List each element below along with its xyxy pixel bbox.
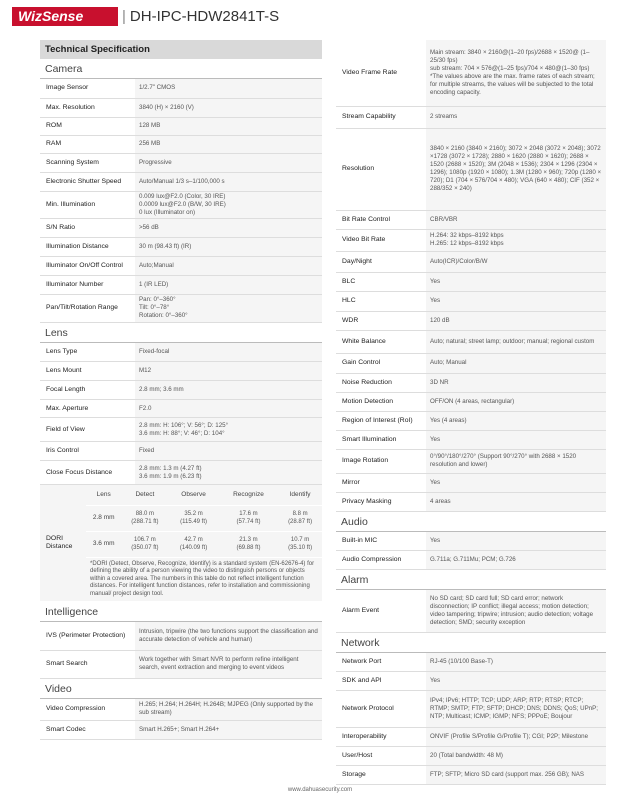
- spec-value: 2.8 mm: 1.3 m (4.27 ft) 3.6 mm: 1.9 m (6.23 ft): [135, 461, 322, 485]
- spec-value: Yes: [426, 430, 606, 449]
- spec-value: 1/2.7" CMOS: [135, 79, 322, 98]
- spec-value: 2.8 mm; 3.6 mm: [135, 381, 322, 400]
- dori-label: DORI Distance: [40, 485, 86, 602]
- spec-key: Network Port: [336, 653, 426, 672]
- spec-row: [40, 343, 322, 362]
- spec-row: [40, 442, 322, 461]
- right-column: [336, 40, 606, 785]
- spec-value: 0.009 lux@F2.0 (Color, 30 IRE) 0.0009 lux@F2.0 (B/W, 30 IRE) 0 lux (Illuminator on): [135, 191, 322, 218]
- brand-sense: Sense: [41, 8, 84, 24]
- spec-value: 0°/90°/180°/270° (Support 90°/270° with 2688 × 1520 resolution and lower): [426, 449, 606, 473]
- spec-key: Smart Codec: [40, 721, 135, 740]
- spec-row: [40, 721, 322, 740]
- spec-key: Alarm Event: [336, 590, 426, 632]
- dori-value: 21.3 m (69.88 ft): [219, 531, 278, 557]
- spec-row: [336, 473, 606, 492]
- spec-key: Lens Type: [40, 343, 135, 362]
- spec-key: Min. Illumination: [40, 191, 135, 218]
- spec-row: [336, 411, 606, 430]
- spec-key: ROM: [40, 117, 135, 135]
- spec-key: Motion Detection: [336, 392, 426, 411]
- dori-header: Identify: [278, 485, 322, 505]
- spec-row: [336, 766, 606, 785]
- spec-row: [336, 492, 606, 511]
- spec-key: Image Rotation: [336, 449, 426, 473]
- spec-value: 30 m (98.43 ft) (IR): [135, 237, 322, 256]
- dori-header: Lens: [86, 485, 121, 505]
- dori-note: *DORI (Detect, Observe, Recognize, Identify) is a standard system (EN-62676-4) for defining the ability of a person viewing the video to distinguish persons or objects within a covered area. The numbers in this table do not reflect intelligent function distances. For intelligent function distances, refer to installation and commissioning manual/ project design tool.: [86, 557, 322, 602]
- spec-value: 3840 × 2160 (3840 × 2160); 3072 × 2048 (3072 × 2048); 3072 ×1728 (3072 × 1728); 2880 × 1620 (2880 × 1620); 2688 × 1520 (2688 × 1520); 3M (2048 × 1536); 2304 × 1296 (2304 × 1296); 1080p (1920 × 1080); 1.3M (1280 × 960); 720p (1280 × 720); D1 (704 × 576/704 × 480); VGA (640 × 480); CIF (352 × 288/352 × 240): [426, 128, 606, 210]
- spec-banner: Technical Specification: [40, 40, 322, 59]
- spec-row: [40, 256, 322, 275]
- spec-key: Region of Interest (RoI): [336, 411, 426, 430]
- spec-value: Auto; natural; street lamp; outdoor; manual; regional custom: [426, 330, 606, 353]
- spec-row: [40, 400, 322, 418]
- spec-key: Privacy Masking: [336, 492, 426, 511]
- spec-value: 2 streams: [426, 106, 606, 128]
- spec-value: Yes: [426, 672, 606, 691]
- dori-header: Observe: [168, 485, 218, 505]
- spec-value: OFF/ON (4 areas, rectangular): [426, 392, 606, 411]
- spec-key: Noise Reduction: [336, 373, 426, 392]
- spec-row: [40, 622, 322, 650]
- spec-row: [336, 272, 606, 291]
- left-column: [40, 40, 322, 740]
- spec-key: Audio Compression: [336, 551, 426, 570]
- spec-value: F2.0: [135, 400, 322, 418]
- spec-key: Lens Mount: [40, 362, 135, 381]
- spec-table: [336, 532, 606, 571]
- spec-key: White Balance: [336, 330, 426, 353]
- spec-key: Video Bit Rate: [336, 229, 426, 251]
- spec-key: Scanning System: [40, 153, 135, 172]
- spec-value: Auto(ICR)/Color/B/W: [426, 251, 606, 272]
- spec-key: Illuminator On/Off Control: [40, 256, 135, 275]
- spec-row: [336, 210, 606, 229]
- spec-key: RAM: [40, 135, 135, 153]
- spec-row: [336, 229, 606, 251]
- spec-value: 1 (IR LED): [135, 275, 322, 294]
- spec-row: [40, 218, 322, 237]
- spec-row: [336, 40, 606, 106]
- spec-value: M12: [135, 362, 322, 381]
- spec-key: SDK and API: [336, 672, 426, 691]
- spec-value: Auto/Manual 1/3 s–1/100,000 s: [135, 172, 322, 191]
- spec-key: Smart Illumination: [336, 430, 426, 449]
- spec-key: Mirror: [336, 473, 426, 492]
- spec-value: CBR/VBR: [426, 210, 606, 229]
- brand-wiz: Wiz: [18, 8, 42, 24]
- spec-value: ONVIF (Profile S/Profile G/Profile T); CGI; P2P; Milestone: [426, 728, 606, 747]
- video-section: [40, 679, 322, 741]
- spec-value: RJ-45 (10/100 Base-T): [426, 653, 606, 672]
- spec-row: [40, 79, 322, 98]
- spec-table: [40, 699, 322, 741]
- section-title: Lens: [40, 323, 322, 343]
- spec-row: [40, 418, 322, 442]
- spec-table: [40, 79, 322, 323]
- spec-key: Network Protocol: [336, 691, 426, 728]
- spec-value: Yes: [426, 272, 606, 291]
- spec-value: Yes: [426, 532, 606, 551]
- spec-value: FTP; SFTP; Micro SD card (support max. 256 GB); NAS: [426, 766, 606, 785]
- dori-lens: 3.6 mm: [86, 531, 121, 557]
- spec-row: [336, 330, 606, 353]
- spec-value: Yes: [426, 473, 606, 492]
- spec-key: Smart Search: [40, 650, 135, 678]
- spec-row: [40, 135, 322, 153]
- spec-value: Intrusion, tripwire (the two functions support the classification and accurate detection of vehicle and human): [135, 622, 322, 650]
- camera-section: [40, 59, 322, 323]
- spec-key: Close Focus Distance: [40, 461, 135, 485]
- spec-value: H.265; H.264; H.264H; H.264B; MJPEG (Only supported by the sub stream): [135, 699, 322, 721]
- spec-table: [336, 590, 606, 633]
- section-title: Alarm: [336, 570, 606, 590]
- spec-key: HLC: [336, 291, 426, 311]
- section-title: Intelligence: [40, 602, 322, 622]
- spec-key: WDR: [336, 311, 426, 330]
- spec-key: Max. Resolution: [40, 98, 135, 117]
- spec-key: Electronic Shutter Speed: [40, 172, 135, 191]
- spec-row: [40, 191, 322, 218]
- spec-row: [40, 362, 322, 381]
- spec-row: [336, 291, 606, 311]
- spec-key: Video Compression: [40, 699, 135, 721]
- dori-value: 35.2 m (115.49 ft): [168, 505, 218, 531]
- spec-row: [336, 728, 606, 747]
- spec-row: [336, 392, 606, 411]
- spec-key: Stream Capability: [336, 106, 426, 128]
- spec-key: Storage: [336, 766, 426, 785]
- spec-value: IPv4; IPv6; HTTP; TCP; UDP; ARP; RTP; RTSP; RTCP; RTMP; SMTP; FTP; SFTP; DHCP; DNS; DDNS; QoS; UPnP; NTP; Multicast; ICMP; IGMP; NFS; PPPoE; Boujour: [426, 691, 606, 728]
- spec-row: [40, 237, 322, 256]
- spec-row: [40, 153, 322, 172]
- spec-row: [40, 381, 322, 400]
- spec-value: Progressive: [135, 153, 322, 172]
- spec-key: Day/Night: [336, 251, 426, 272]
- spec-value: 120 dB: [426, 311, 606, 330]
- spec-key: S/N Ratio: [40, 218, 135, 237]
- section-title: Camera: [40, 59, 322, 79]
- dori-value: 106.7 m (350.07 ft): [121, 531, 168, 557]
- spec-value: No SD card; SD card full; SD card error; network disconnection; IP conflict; illegal access; motion detection; video tampering; tripwire; intrusion; audio detection; voltage detection; SMD; security exception: [426, 590, 606, 632]
- spec-key: Focal Length: [40, 381, 135, 400]
- spec-key: User/Host: [336, 747, 426, 766]
- alarm-section: [336, 570, 606, 633]
- spec-value: 3840 (H) × 2160 (V): [135, 98, 322, 117]
- spec-table: [336, 40, 606, 512]
- spec-table: [40, 622, 322, 679]
- spec-value: Pan: 0°–360° Tilt: 0°–78° Rotation: 0°–360°: [135, 294, 322, 322]
- spec-value: Fixed-focal: [135, 343, 322, 362]
- spec-row: [40, 98, 322, 117]
- spec-row: [336, 653, 606, 672]
- dori-lens: 2.8 mm: [86, 505, 121, 531]
- spec-row: [336, 590, 606, 632]
- section-title: Audio: [336, 512, 606, 532]
- spec-value: 20 (Total bandwidth: 48 M): [426, 747, 606, 766]
- spec-value: Fixed: [135, 442, 322, 461]
- spec-value: 128 MB: [135, 117, 322, 135]
- spec-row: [40, 294, 322, 322]
- brand-logo: [12, 7, 118, 26]
- spec-value: 256 MB: [135, 135, 322, 153]
- spec-key: Built-in MIC: [336, 532, 426, 551]
- page-header: [0, 0, 640, 34]
- spec-row: [336, 691, 606, 728]
- spec-row: [40, 461, 322, 485]
- dori-header: Detect: [121, 485, 168, 505]
- footer-url: www.dahuasecurity.com: [287, 787, 353, 793]
- spec-row: [336, 128, 606, 210]
- spec-key: IVS (Perimeter Protection): [40, 622, 135, 650]
- spec-key: Iris Control: [40, 442, 135, 461]
- spec-key: Field of View: [40, 418, 135, 442]
- spec-key: Max. Aperture: [40, 400, 135, 418]
- spec-row: [336, 532, 606, 551]
- dori-value: 17.6 m (57.74 ft): [219, 505, 278, 531]
- spec-value: Smart H.265+; Smart H.264+: [135, 721, 322, 740]
- spec-row: [336, 251, 606, 272]
- spec-key: BLC: [336, 272, 426, 291]
- spec-key: Interoperability: [336, 728, 426, 747]
- spec-row: [40, 699, 322, 721]
- spec-key: Gain Control: [336, 353, 426, 373]
- spec-row: [336, 373, 606, 392]
- spec-value: G.711a; G.711Mu; PCM; G.726: [426, 551, 606, 570]
- intelligence-section: [40, 602, 322, 679]
- spec-row: [40, 275, 322, 294]
- spec-value: Auto;Manual: [135, 256, 322, 275]
- spec-value: 4 areas: [426, 492, 606, 511]
- spec-row: [40, 172, 322, 191]
- model-title: [122, 7, 279, 26]
- spec-value: >56 dB: [135, 218, 322, 237]
- section-title: Network: [336, 633, 606, 653]
- spec-row: [336, 106, 606, 128]
- spec-row: [336, 551, 606, 570]
- spec-key: Bit Rate Control: [336, 210, 426, 229]
- spec-row: [336, 672, 606, 691]
- spec-row: [336, 353, 606, 373]
- spec-key: Illuminator Number: [40, 275, 135, 294]
- spec-key: Illumination Distance: [40, 237, 135, 256]
- title-divider: |: [122, 8, 126, 25]
- spec-value: 3D NR: [426, 373, 606, 392]
- section-title: Video: [40, 679, 322, 699]
- spec-key: Video Frame Rate: [336, 40, 426, 106]
- dori-value: 10.7 m (35.10 ft): [278, 531, 322, 557]
- spec-value: Auto; Manual: [426, 353, 606, 373]
- dori-value: 42.7 m (140.09 ft): [168, 531, 218, 557]
- dori-value: 8.8 m (28.87 ft): [278, 505, 322, 531]
- spec-value: H.264: 32 kbps–8192 kbps H.265: 12 kbps–8192 kbps: [426, 229, 606, 251]
- spec-value: Yes: [426, 291, 606, 311]
- network-section: [336, 633, 606, 786]
- spec-row: [336, 449, 606, 473]
- lens-section: [40, 323, 322, 603]
- spec-row: [40, 650, 322, 678]
- spec-table: [336, 653, 606, 786]
- spec-value: 2.8 mm: H: 106°; V: 56°; D: 125° 3.6 mm: H: 88°; V: 46°; D: 104°: [135, 418, 322, 442]
- dori-value: 88.0 m (288.71 ft): [121, 505, 168, 531]
- spec-key: Image Sensor: [40, 79, 135, 98]
- spec-table: [40, 343, 322, 486]
- model-name: DH-IPC-HDW2841T-S: [129, 8, 280, 25]
- spec-key: Resolution: [336, 128, 426, 210]
- spec-row: [40, 117, 322, 135]
- spec-value: Work together with Smart NVR to perform refine intelligent search, event extraction and merging to event videos: [135, 650, 322, 678]
- spec-key: Pan/Tilt/Rotation Range: [40, 294, 135, 322]
- spec-row: [336, 430, 606, 449]
- dori-table: [40, 485, 322, 602]
- spec-value: Main stream: 3840 × 2160@(1–20 fps)/2688 × 1520@ (1–25/30 fps) sub stream: 704 × 576@(1–25 fps)/704 × 480@(1–30 fps) *The values above are the max. frame rates of each stream; for multiple streams, the values will be subjected to the total encoding capacity.: [426, 40, 606, 106]
- spec-row: [336, 747, 606, 766]
- audio-section: [336, 512, 606, 571]
- dori-header: Recognize: [219, 485, 278, 505]
- spec-row: [336, 311, 606, 330]
- spec-value: Yes (4 areas): [426, 411, 606, 430]
